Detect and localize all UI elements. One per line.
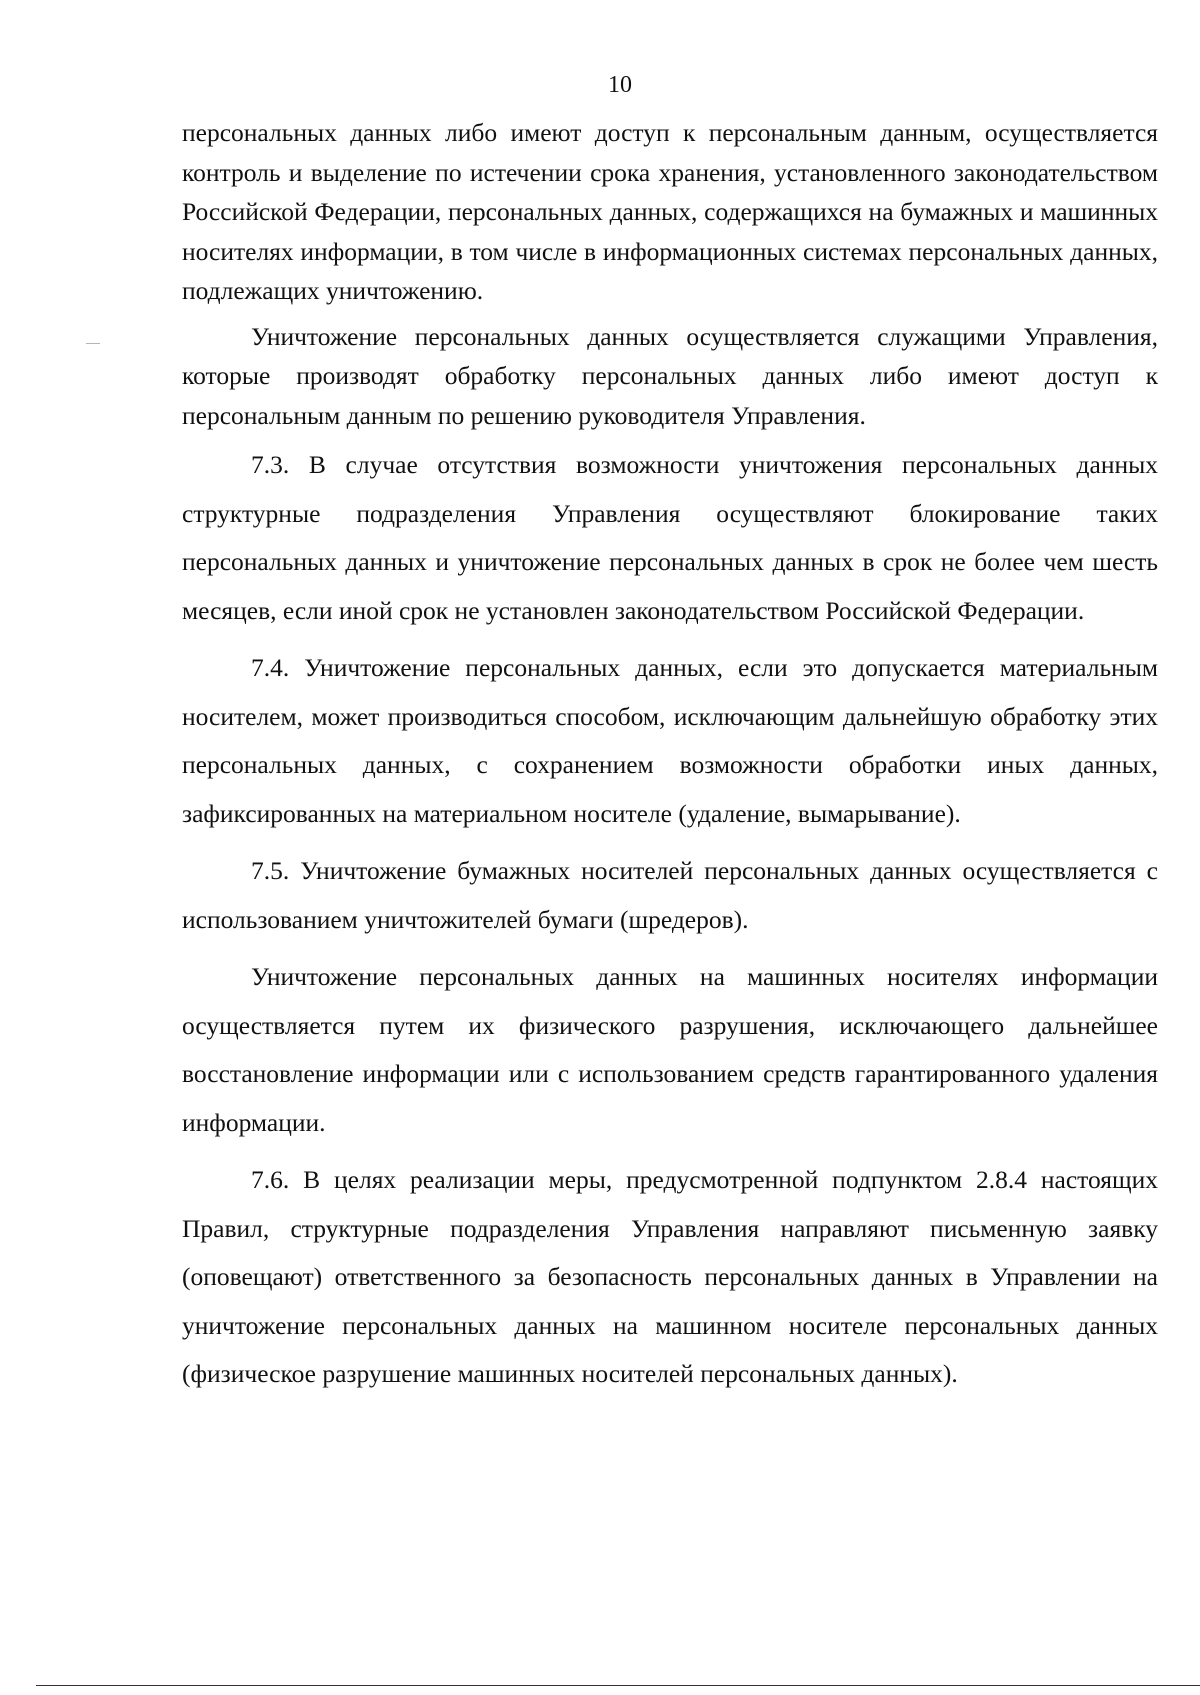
paragraph-machine-media: Уничтожение персональных данных на машинных носителях информации осуществляется путем их физического разрушения, исключающего дальнейшее восстановление информации или с использованием средств гарантированного удаления информации. — [182, 962, 1158, 1137]
paragraph-destruction-by-staff: Уничтожение персональных данных осуществляется служащими Управления, которые производят обработку персональных данных либо имеют доступ к персональным данным по решению руководителя Управления. — [182, 321, 1158, 430]
paragraph-7-6: 7.6. В целях реализации меры, предусмотренной подпунктом 2.8.4 настоящих Правил, структурные подразделения Управления направляют письменную заявку (оповещают) ответственного за безопасность персональных данных в Управлении на уничтожение персональных данных на машинном носителе персональных данных (физическое разрушение машинных носителей персональных данных). — [182, 1165, 1158, 1388]
paragraph-7-4: 7.4. Уничтожение персональных данных, если это допускается материальным носителем, может производиться способом, исключающим дальнейшую обработку этих персональных данных, с сохранением возможности обработки иных данных, зафиксированных на материальном носителе (удаление, вымарывание). — [182, 653, 1158, 828]
page-number: 10 — [608, 72, 632, 98]
paragraph-7-5: 7.5. Уничтожение бумажных носителей персональных данных осуществляется с использованием уничтожителей бумаги (шредеров). — [182, 856, 1158, 934]
paragraph-7-3: 7.3. В случае отсутствия возможности уничтожения персональных данных структурные подразделения Управления осуществляют блокирование таких персональных данных и уничтожение персональных данных в срок не более чем шесть месяцев, если иной срок не установлен законодательством Российской Федерации. — [182, 450, 1158, 625]
paragraph-continuation: персональных данных либо имеют доступ к персональным данным, осуществляется контроль и выделение по истечении срока хранения, установленного законодательством Российской Федерации, персональных данных, содержащихся на бумажных и машинных носителях информации, в том числе в информационных системах персональных данных, подлежащих уничтожению. — [182, 118, 1158, 305]
scan-bottom-edge-line — [36, 1685, 1200, 1686]
document-body — [182, 113, 1158, 1399]
scan-margin-mark — [86, 343, 100, 344]
